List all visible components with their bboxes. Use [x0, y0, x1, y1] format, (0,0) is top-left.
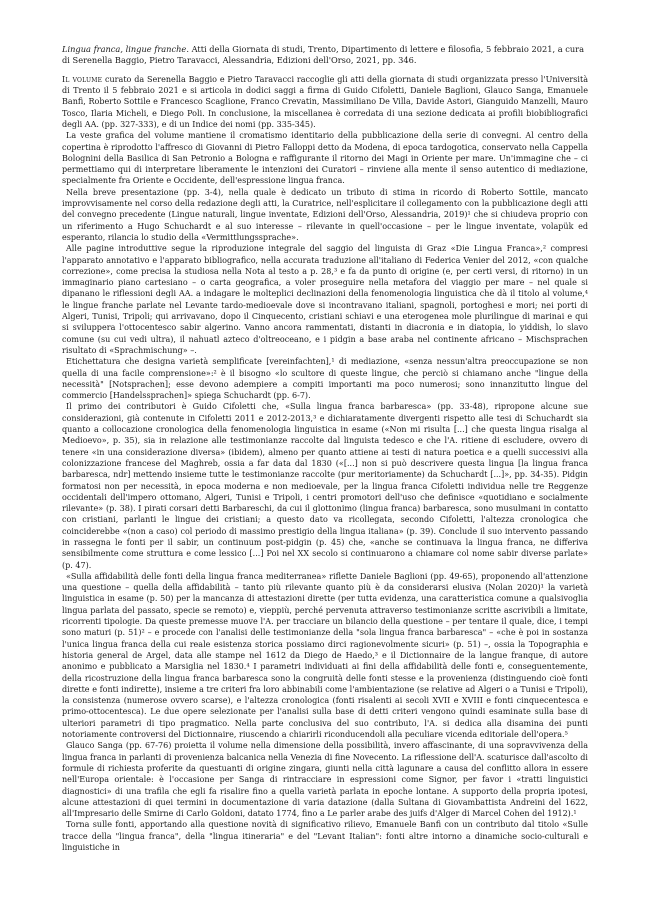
paragraph-9: Torna sulle fonti, apportando alla questione novità di significativo rilievo, Emanuele Banfi con un contributo dal titolo «Sulle tracce della "lingua franca", della "lingua itineraria" e del "Levant Italian": fonti altre intorno a dinamiche socio-culturali e linguistiche in — [62, 820, 588, 852]
paragraph-5: Etichettatura che designa varietà semplificate [vereinfachten],¹ di mediazione, «senza nessun'altra preoccupazione se non quella di una facile comprensione»:² è il bisogno «lo scultore di queste lingue, che perciò si chiamano anche "lingue della necessità" [Notsprachen]; esse devono adempiere a compiti importanti ma poco numerosi; sono innanzitutto lingue del commercio [Handelssprachen]» spiega Schuchardt (pp. 6-7). — [62, 357, 588, 401]
bibliographic-header — [62, 44, 588, 67]
paragraph-1: Il volume curato da Serenella Baggio e Pietro Taravacci raccoglie gli atti della giornata di studi organizzata presso l'Università di Trento il 5 febbraio 2021 e si articola in dodici saggi a firma di Guido Cifoletti, Daniele Baglioni, Glauco Sanga, Emanuele Banfi, Roberto Sottile e Francesco Scaglione, Franco Crevatin, Massimiliano De Villa, Davide Astori, Gianguido Manzelli, Mauro Tosco, Ilaria Micheli, e Diego Poli. In conclusione, la miscellanea è corredata di una sezione dedicata ai profili biobibliografici degli AA. (pp. 327-333), e di un Indice dei nomi (pp. 335-345). — [62, 74, 589, 129]
book-title: Lingua franca, lingue franche — [62, 44, 187, 54]
paragraph-7: «Sulla affidabilità delle fonti della lingua franca mediterranea» riflette Daniele Baglioni (pp. 49-65), proponendo all'attenzione una questione – quella della affidabilità – tanto più rilevante quanto più è da considerarsi elusiva (Nolan 2020)¹ la varietà linguistica in esame (p. 50) per la mancanza di attestazioni dirette (per tutta evidenza, una caratteristica comune a qualsivoglia lingua parlata del passato, specie se remoto) e, vieppiù, perché pervenuta attraverso testimonianze scritte ascrivibili a limitate, ricorrenti tipologie. Da queste premesse muove l'A. per tracciare un bilancio della questione – per tentare il quale, dice, i tempi sono maturi (p. 51)² – e procede con l'analisi delle testimonianze della "sola lingua franca barbaresca" – «che è poi in sostanza l'unica lingua franca della cui reale esistenza storica possiamo dirci ragionevolmente sicuri» (p. 51) –, ossia la Topographia e historia general de Argel, data alle stampe nel 1612 da Diego de Haedo,³ e il Dictionnaire de la langue franque, di autore anonimo e pubblicato a Marsiglia nel 1830.⁴ I parametri individuati ai fini della affidabilità delle fonti e, conseguentemente, della ricostruzione della lingua franca barbaresca sono la congruità delle fonti stesse e la provenienza (distinguendo cioè fonti dirette e fonti indirette), insieme a tre criteri fra loro abbinabili come l'ambientazione (se relative ad Algeri o a Tunisi e Tripoli), la consistenza (numerose ovvero scarse), e l'altezza cronologica (fonti risalenti ai secoli XVII e XVIII e fonti cinquecentesca e primo-ottocentesca). Le due opere selezionate per l'analisi sulla base di detti criteri vengono quindi esaminate sulla base di ulteriori parametri di tipo pragmatico. Nella parte conclusiva del suo contributo, l'A. si dedica alla disamina dei punti notoriamente controversi del Dictionnaire, riuscendo a chiarirli riconducendoli alla peculiare vicenda editoriale dell'opera.⁵ — [62, 571, 588, 740]
paragraph-6: Il primo dei contributori è Guido Cifoletti che, «Sulla lingua franca barbaresca» (pp. 33-48), ripropone alcune sue considerazioni, già contenute in Cifoletti 2011 e 2012-2013,³ e dichiaratamente divergenti rispetto alle tesi di Schuchardt sia quanto a collocazione cronologica della fenomenologia linguistica in esame («Non mi risulta [...] che questa lingua risalga al Medioevo», p. 35), sia in relazione alle testimonianze raccolte dal linguista tedesco e che l'A. ritiene di escludere, ovvero di tenere «in una considerazione diversa» (ibidem), almeno per quanto attiene ai testi di natura poetica e a quelli successivi alla colonizzazione francese del Maghreb, ossia a far data dal 1830 («[...] non si può descrivere questa lingua [la lingua franca barbaresca, ndr] mettendo insieme tutte le testimonianze raccolte (pur meritoriamente) da Schuchardt [...]», pp. 34-35). Pidgin formatosi non per necessità, in epoca moderna e non medioevale, per la lingua franca Cifoletti individua nelle tre Reggenze occidentali dell'impero ottomano, Algeri, Tunisi e Tripoli, i centri promotori dell'uso che definisce «quotidiano e socialmente rilevante» (p. 38). I pirati corsari detti Barbareschi, da cui il glottonimo (lingua franca) barbaresca, sono musulmani in contatto con cristiani, parlanti le lingue dei cristiani; a questo dato va ricollegata, secondo Cifoletti, l'altezza cronologica che coinciderebbe «(non a caso) col periodo di massimo prestigio della lingua italiana» (p. 39). Conclude il suo intervento passando in rassegna le fonti per il sabir, un continuum post-pidgin (p. 45) che, «anche se continuava la lingua franca, ne differiva sensibilmente come struttura e come lessico [...] Poi nel XX secolo si continuarono a chiamare col nome sabir diverse parlate» (p. 47). — [62, 402, 588, 570]
paragraph-8: Glauco Sanga (pp. 67-76) proietta il volume nella dimensione della possibilità, invero affascinante, di una sopravvivenza della lingua franca in parlanti di provenienza balcanica nella Venezia di fine Novecento. La riflessione dell'A. scaturisce dall'ascolto di formule di richiesta proferite da questuanti di origine zingara, giunti nella città lagunare a causa del conflitto allora in essere nell'Europa orientale: è l'occasione per Sanga di rintracciare in espressioni come Signor, per favor i «tratti linguistici diagnostici» di una trafila che egli fa risalire fino a quella varietà parlata in epoche lontane. A supporto della propria ipotesi, alcune attestazioni di quei termini in documentazione di varia datazione (dalla Sultana di Giovambattista Andreini del 1622, all'Impresario delle Smirne di Carlo Goldoni, datato 1774, fino a Le parler arabe des juifs d'Alger di Marcel Cohen del 1912).¹ — [62, 741, 588, 819]
paragraph-2: La veste grafica del volume mantiene il cromatismo identitario della pubblicazione della serie di convegni. Al centro della copertina è riprodotto l'affresco di Giovanni di Pietro Falloppi detto da Modena, di epoca tardogotica, conservato nella Cappella Bolognini della Basilica di San Petronio a Bologna e raffigurante il ritorno dei Magi in Oriente per mare. Un'immagine che – ci permettiamo qui di interpretare liberamente le intenzioni dei Curatori – rinviene alla mente il senso autentico di mediazione, specialmente fra Oriente e Occidente, dell'espressione lingua franca. — [62, 131, 588, 186]
paragraph-4: Alle pagine introduttive segue la riproduzione integrale del saggio del linguista di Graz «Die Lingua Franca»,² compresi l'apparato annotativo e l'apparato bibliografico, nella accurata traduzione all'italiano di Federica Venier del 2012, «con qualche correzione», come precisa la studiosa nella Nota al testo a p. 28,³ e fa da punto di origine (e, per certi versi, di ritorno) in un immaginario piano cartesiano – o carta geografica, a voler proseguire nella metafora del viaggio per mare – nel quale si dipanano le riflessioni degli AA. a indagare le molteplici declinazioni della fenomenologia linguistica che dà il titolo al volume,⁴ le lingue franche parlate nel Levante tardo-medioevale dove si incontravano italiani, spagnoli, portoghesi e mori; nei porti di Algeri, Tunisi, Tripoli; qui arrivavano, dopo il Cinquecento, cristiani schiavi e una eterogenea mole plurilingue di marinai e qui si sviluppera l'ottocentesco sabir algerino. Vanno ancora rammentati, distanti in diacronia e in diatopia, lo yiddish, lo slavo comune (su cui vedi ultra), il nahuatl azteco d'oltreoceano, e i pidgin a base araba nel continente africano – Mischsprachen risultato di «Sprachmischung» –. — [62, 244, 588, 355]
opening-words: Il volume — [62, 74, 103, 84]
book-details: . Atti della Giornata di studi, Trento, Dipartimento di lettere e filosofia, 5 febbraio 2021, a cura di Serenella Baggio, Pietro Taravacci, Alessandria, Edizioni dell'Orso, 2021, pp. 346. — [62, 44, 585, 66]
paragraph-3: Nella breve presentazione (pp. 3-4), nella quale è dedicato un tributo di stima in ricordo di Roberto Sottile, mancato improvvisamente nel corso della redazione degli atti, la Curatrice, nell'esplicitare il collegamento con la pubblicazione degli atti del convegno precedente (Lingue naturali, lingue inventate, Edizioni dell'Orso, Alessandria, 2019)¹ che si chiudeva proprio con un riferimento a Hugo Schuchardt e al suo interesse – rilevante in quell'occasione – per le lingue inventate, volapük ed esperanto, rilancia lo studio della «Vermittlungssprache». — [62, 187, 588, 242]
